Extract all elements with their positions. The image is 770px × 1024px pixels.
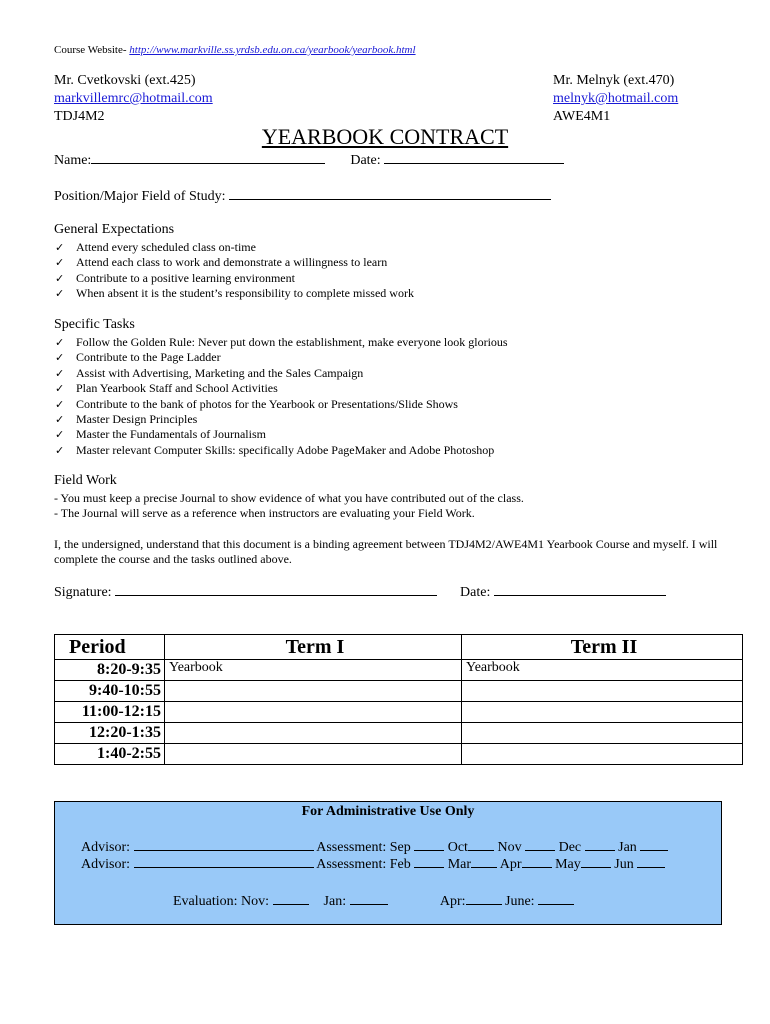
assessment-label: Assessment: Feb <box>316 857 411 872</box>
admin-box <box>54 801 722 925</box>
list-item <box>54 427 734 442</box>
signature-row <box>54 583 666 601</box>
assessment-sep-field[interactable] <box>414 838 444 851</box>
list-item <box>54 443 734 458</box>
period-cell: 11:00-12:15 <box>55 702 165 723</box>
fieldwork-line-1: - You must keep a precise Journal to show evidence of what you have contributed out of the class. <box>54 491 524 505</box>
right-teacher-block <box>553 72 678 126</box>
field-work <box>54 473 734 521</box>
list-item-text: Master Design Principles <box>76 412 198 427</box>
checkmark-icon: ✓ <box>55 336 65 349</box>
list-item-text: Assist with Advertising, Marketing and the Sales Campaign <box>76 365 364 380</box>
term-2-cell[interactable] <box>462 744 743 765</box>
list-item-text: Attend every scheduled class on-time <box>76 240 256 254</box>
eval-apr-label: Apr: <box>439 894 466 909</box>
assessment-mar-field[interactable] <box>471 855 497 868</box>
signature-field[interactable] <box>115 583 437 596</box>
header-term-1: Term I <box>165 635 462 660</box>
list-item <box>54 271 734 286</box>
period-cell: 12:20-1:35 <box>55 723 165 744</box>
signature-date-label: Date: <box>460 585 491 600</box>
list-item <box>54 255 734 270</box>
left-teacher-email[interactable]: markvillemrc@hotmail.com <box>54 91 213 106</box>
assessment-nov-field[interactable] <box>525 838 555 851</box>
period-cell: 8:20-9:35 <box>55 660 165 681</box>
page-title: YEARBOOK CONTRACT <box>261 124 509 149</box>
month-label: Jan <box>618 840 637 855</box>
left-teacher-block <box>54 72 213 126</box>
right-course-code: AWE4M1 <box>553 109 611 124</box>
list-item <box>54 397 734 412</box>
assessment-feb-field[interactable] <box>414 855 444 868</box>
list-item-text: When absent it is the student’s responsibility to complete missed work <box>76 286 414 301</box>
name-field[interactable] <box>91 151 325 164</box>
position-row <box>54 187 551 205</box>
signature-date-field[interactable] <box>494 583 666 596</box>
eval-nov-field[interactable] <box>273 892 309 905</box>
term-1-cell[interactable] <box>165 702 462 723</box>
checkmark-icon: ✓ <box>55 413 65 427</box>
advisor-field[interactable] <box>134 855 314 868</box>
list-item <box>54 350 734 365</box>
assessment-oct-field[interactable] <box>468 838 494 851</box>
list-item-text: Contribute to the bank of photos for the Yearbook or Presentations/Slide Shows <box>76 396 458 411</box>
eval-apr-field[interactable] <box>466 892 502 905</box>
table-row <box>55 660 743 681</box>
specific-list <box>54 335 734 458</box>
general-list <box>54 240 734 302</box>
checkmark-icon: ✓ <box>55 351 65 365</box>
list-item <box>54 286 734 301</box>
list-item <box>54 335 734 350</box>
list-item <box>54 240 734 255</box>
name-date-row <box>54 151 564 169</box>
list-item-text: Contribute to the Page Ladder <box>76 350 221 365</box>
eval-nov-label: Nov: <box>241 894 270 909</box>
table-row <box>55 681 743 702</box>
course-website <box>54 44 416 56</box>
specific-heading: Specific Tasks <box>54 317 135 332</box>
list-item <box>54 381 734 396</box>
list-item-text: Plan Yearbook Staff and School Activities <box>76 381 278 396</box>
month-label: Nov <box>497 840 522 855</box>
advisor-field[interactable] <box>134 838 314 851</box>
advisor-label: Advisor: <box>81 857 130 872</box>
specific-tasks <box>54 317 734 458</box>
admin-title: For Administrative Use Only <box>301 804 475 819</box>
checkmark-icon: ✓ <box>55 428 65 442</box>
position-field[interactable] <box>229 187 551 200</box>
evaluation-row <box>173 892 574 910</box>
list-item <box>54 412 734 427</box>
position-label: Position/Major Field of Study: <box>54 189 226 204</box>
agreement-text: I, the undersigned, understand that this document is a binding agreement between TDJ4M2/AWE4M1 Yearbook Course and myself. I will complete the course and the tasks outlined above. <box>54 537 718 566</box>
date-field[interactable] <box>384 151 564 164</box>
checkmark-icon: ✓ <box>55 271 65 285</box>
term-1-cell[interactable] <box>165 681 462 702</box>
checkmark-icon: ✓ <box>55 397 65 411</box>
list-item-text: Attend each class to work and demonstrate a willingness to learn <box>76 255 388 270</box>
fieldwork-line-2: - The Journal will serve as a reference when instructors are evaluating your Field Work. <box>54 506 475 520</box>
schedule-header-row <box>55 635 743 660</box>
checkmark-icon: ✓ <box>55 443 65 457</box>
term-1-cell[interactable]: Yearbook <box>165 660 462 681</box>
month-label: Jun <box>614 857 634 872</box>
month-label: Apr <box>499 857 522 872</box>
term-2-cell[interactable] <box>462 723 743 744</box>
month-label: Mar <box>447 857 472 872</box>
period-cell: 1:40-2:55 <box>55 744 165 765</box>
month-label: Dec <box>558 840 582 855</box>
list-item-text: Follow the Golden Rule: Never put down the establishment, make everyone look glorious <box>76 335 508 349</box>
checkmark-icon: ✓ <box>55 366 65 380</box>
right-teacher-email[interactable]: melnyk@hotmail.com <box>553 91 679 106</box>
assessment-dec-field[interactable] <box>585 838 615 851</box>
date-label: Date: <box>350 153 381 168</box>
term-1-cell[interactable] <box>165 723 462 744</box>
header-term-2: Term II <box>462 635 743 660</box>
checkmark-icon: ✓ <box>55 287 65 301</box>
left-course-code: TDJ4M2 <box>54 109 105 124</box>
checkmark-icon: ✓ <box>55 241 65 254</box>
table-row <box>55 723 743 744</box>
list-item-text: Master the Fundamentals of Journalism <box>76 427 266 442</box>
term-1-cell[interactable] <box>165 744 462 765</box>
checkmark-icon: ✓ <box>55 382 65 396</box>
name-label: Name: <box>54 153 92 168</box>
admin-row-2 <box>81 855 665 873</box>
term-2-cell[interactable] <box>462 702 743 723</box>
general-expectations <box>54 222 734 302</box>
assessment-label: Assessment: Sep <box>316 840 411 855</box>
table-row <box>55 702 743 723</box>
month-label: May <box>555 857 581 872</box>
website-link[interactable]: http://www.markville.ss.yrdsb.edu.on.ca/yearbook/yearbook.html <box>129 44 416 56</box>
assessment-apr-field[interactable] <box>522 855 552 868</box>
evaluation-label: Evaluation: <box>173 894 238 909</box>
advisor-label: Advisor: <box>81 840 130 855</box>
term-2-cell[interactable]: Yearbook <box>462 660 743 681</box>
general-heading: General Expectations <box>54 222 175 237</box>
month-label: Oct <box>447 840 468 855</box>
left-teacher-name: Mr. Cvetkovski (ext.425) <box>54 73 196 88</box>
list-item-text: Master relevant Computer Skills: specifically Adobe PageMaker and Adobe Photoshop <box>76 442 495 457</box>
assessment-jan-field[interactable] <box>640 838 668 851</box>
term-2-cell[interactable] <box>462 681 743 702</box>
signature-label: Signature: <box>54 585 112 600</box>
list-item-text: Contribute to a positive learning environment <box>76 270 295 285</box>
right-teacher-name: Mr. Melnyk (ext.470) <box>553 73 675 88</box>
fieldwork-heading: Field Work <box>54 473 117 488</box>
assessment-jun-field[interactable] <box>637 855 665 868</box>
admin-row-1 <box>81 838 668 856</box>
table-row <box>55 744 743 765</box>
eval-jan-field[interactable] <box>350 892 388 905</box>
header-period: Period <box>55 635 165 660</box>
schedule-table <box>54 634 743 765</box>
checkmark-icon: ✓ <box>55 256 65 270</box>
assessment-may-field[interactable] <box>581 855 611 868</box>
list-item <box>54 366 734 381</box>
period-cell: 9:40-10:55 <box>55 681 165 702</box>
eval-jan-label: Jan: <box>323 894 347 909</box>
website-label: Course Website- <box>54 44 130 56</box>
eval-june-label: June: <box>505 894 535 909</box>
eval-june-field[interactable] <box>538 892 574 905</box>
